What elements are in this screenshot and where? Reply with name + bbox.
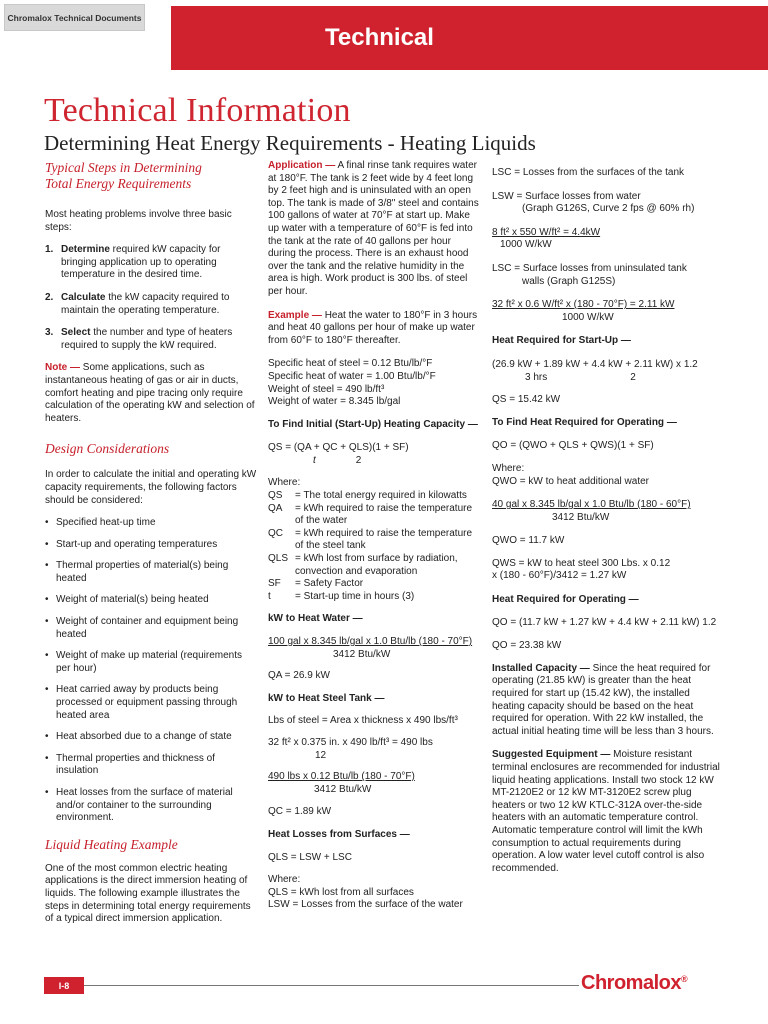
design-bullets xyxy=(45,517,257,825)
steel-fraction-2: 490 lbs x 0.12 Btu/lb (180 - 70°F) 3412 Btu/kW xyxy=(268,771,415,795)
specific-item: Specific heat of steel = 0.12 Btu/lb/°F xyxy=(268,358,433,370)
bullet-item: • Weight of make up material (requirements per hour) xyxy=(45,650,243,674)
where-label-2: Where: xyxy=(268,874,301,886)
startup-heading: Heat Required for Start-Up — xyxy=(492,335,631,347)
bullet-item: • Heat losses from the surface of material and/or container to the surrounding environment. xyxy=(45,787,233,824)
section-banner xyxy=(171,6,768,70)
step-item: 3. Select the number and type of heaters required to supply the kW required. xyxy=(45,327,233,351)
qws-calc: QWS = kW to heat steel 300 Lbs. x 0.12 x (180 - 60°F)/3412 = 1.27 kW xyxy=(492,557,671,582)
qls-equation: QLS = LSW + LSC xyxy=(268,851,352,863)
step-item: 1. Determine required kW capacity for bringing application up to operating temperature in the desired time. xyxy=(45,244,221,281)
page-number: I-8 xyxy=(44,977,84,994)
where-label: Where: xyxy=(268,477,301,489)
banner-title: Technical xyxy=(325,24,434,51)
bullet-item: • Thermal properties and thickness of insulation xyxy=(45,752,215,777)
footer-rule xyxy=(84,985,579,986)
operating-heading-2: Heat Required for Operating — xyxy=(492,594,639,606)
qs-result: QS = 15.42 kW xyxy=(492,394,561,406)
note-paragraph: Note — Some applications, such as instantaneous heating of gas or air in ducts, comfort heating and pipe tracing only require calculation of the operating kW and selection of heaters. xyxy=(45,362,255,424)
column-1 xyxy=(45,160,257,926)
lsw-definition: LSW = Losses from the surface of the water xyxy=(268,899,463,911)
bullet-item: • Start-up and operating temperatures xyxy=(45,538,218,550)
qwo-fraction: 40 gal x 8.345 lb/gal x 1.0 Btu/lb (180 - 60°F) 3412 Btu/kW xyxy=(492,499,691,523)
lsc-definition-block: LSC = Surface losses from uninsulated tank walls (Graph G125S) xyxy=(492,262,687,287)
example-text: One of the most common electric heating applications is the direct immersion heating of liquids. The following example illustrates the steps in determining total energy requirements of a typical direct immersion application. xyxy=(45,862,251,925)
specific-item: Weight of steel = 490 lb/ft³ xyxy=(268,383,385,395)
specific-item: Weight of water = 8.345 lb/gal xyxy=(268,396,401,408)
qwo-definition: QWO = kW to heat additional water xyxy=(492,475,650,487)
definition-item: QC = kWh required to raise the temperature of the steel tank xyxy=(268,527,473,552)
qo-formula: QO = (QWO + QLS + QWS)(1 + SF) xyxy=(492,440,654,452)
where-label-3: Where: xyxy=(492,462,525,474)
definition-item: SF = Safety Factor xyxy=(268,578,364,590)
intro-text: Most heating problems involve three basic steps: xyxy=(45,209,232,233)
bullet-item: • Specified heat-up time xyxy=(45,517,156,529)
installed-paragraph: Installed Capacity — Since the heat required for operating (21.85 kW) is greater than the heat required for start up (15.42 kW), the installed heating capacity should be based on the heat required for operation. With 22 kW installed, the actual initial heating time will be less than 3 hours. xyxy=(492,662,714,737)
qa-result: QA = 26.9 kW xyxy=(268,670,330,682)
bullet-item: • Heat absorbed due to a change of state xyxy=(45,731,232,743)
initial-formula: QS = (QA + QC + QLS)(1 + SF) t 2 xyxy=(268,442,409,466)
qo-calc: QO = (11.7 kW + 1.27 kW + 4.4 kW + 2.11 kW) 1.2 xyxy=(492,616,717,628)
definition-item: QLS = kWh lost from surface by radiation, convection and evaporation xyxy=(268,553,458,577)
page-title: Technical Information xyxy=(44,92,351,129)
specific-heats xyxy=(268,358,480,408)
startup-formula: (26.9 kW + 1.89 kW + 4.4 kW + 2.11 kW) x 1.2 3 hrs 2 xyxy=(492,358,698,383)
bullet-item: • Heat carried away by products being processed or equipment passing through heated area xyxy=(45,684,238,721)
lbs-steel: Lbs of steel = Area x thickness x 490 lbs/ft³ xyxy=(268,715,458,727)
example-paragraph: Example — Heat the water to 180°F in 3 hours and heat 40 gallons per hour of make up water from 60°F to 180°F thereafter. xyxy=(268,309,478,346)
definition-item: QS = The total energy required in kilowatts xyxy=(268,490,467,502)
kw-water-heading: kW to Heat Water — xyxy=(268,613,363,625)
document-tag: Chromalox Technical Documents xyxy=(4,4,145,31)
kw-steel-heading: kW to Heat Steel Tank — xyxy=(268,692,385,704)
qwo-result: QWO = 11.7 kW xyxy=(492,535,565,547)
application-paragraph: Application — A final rinse tank requires water at 180°F. The tank is 2 feet wide by 4 feet long by 2 feet high and is uninsulated with an open top. The tank is made of 3/8" steel and contains 100 gallons of water at 70°F at start up. Make up water with a temperature of 60°F is fed into the tank at the rate of 40 gallons per hour during the process. There is an exhaust hood over the tank and the relative humidity in the area is high. Work product is 300 lbs. of steel per hour. xyxy=(268,160,479,297)
definition-list xyxy=(268,490,480,603)
bullet-item: • Thermal properties of material(s) being heated xyxy=(45,560,229,584)
lsw-definition-block: LSW = Surface losses from water (Graph G126S, Curve 2 fps @ 60% rh) xyxy=(492,190,695,215)
qc-result: QC = 1.89 kW xyxy=(268,806,332,818)
lsc-definition: LSC = Losses from the surfaces of the tank xyxy=(492,167,685,178)
specific-item: Specific heat of water = 1.00 Btu/lb/°F xyxy=(268,370,436,382)
definition-item: QA = kWh required to raise the temperature of the water xyxy=(268,502,473,527)
steps-list xyxy=(45,244,257,352)
bullet-item: • Weight of material(s) being heated xyxy=(45,594,209,606)
find-initial-heading: To Find Initial (Start-Up) Heating Capacity — xyxy=(268,418,478,430)
definition-item: t = Start-up time in hours (3) xyxy=(268,590,415,602)
qo-result: QO = 23.38 kW xyxy=(492,640,562,652)
bullet-item: • Weight of container and equipment being heated xyxy=(45,616,239,640)
page-subtitle: Determining Heat Energy Requirements - Heating Liquids xyxy=(44,131,536,155)
typical-steps-heading: Typical Steps in Determining Total Energy Requirements xyxy=(45,160,202,191)
qls-definition: QLS = kWh lost from all surfaces xyxy=(268,886,414,898)
operating-heading: To Find Heat Required for Operating — xyxy=(492,416,677,428)
steel-fraction-1: 32 ft² x 0.375 in. x 490 lb/ft³ = 490 lbs 12 xyxy=(268,736,433,761)
lsw-fraction: 8 ft² x 550 W/ft² = 4.4kW 1000 W/kW xyxy=(492,226,601,251)
design-intro: In order to calculate the initial and operating kW capacity requirements, the following factors should be considered: xyxy=(45,469,257,506)
column-2 xyxy=(268,160,480,912)
lsc-fraction: 32 ft² x 0.6 W/ft² x (180 - 70°F) = 2.11 kW 1000 W/kW xyxy=(492,299,675,323)
step-item: 2. Calculate the kW capacity required to maintain the operating temperature. xyxy=(45,291,230,316)
water-fraction: 100 gal x 8.345 lb/gal x 1.0 Btu/lb (180 - 70°F) 3412 Btu/kW xyxy=(268,636,473,660)
example-heading: Liquid Heating Example xyxy=(45,836,178,852)
suggested-paragraph: Suggested Equipment — Moisture resistant terminal enclosures are recommended for industrial liquid heating applications. Install two stock 12 kW MT-2120E2 or 12 kW MT-3120E2 screw plug heaters or two 12 kW KTLC-312A over-the-side heaters with an automatic temperature control. Automatic temperature control will limit the kWh consumption to actual requirements during operation. A low water level cutoff control is also recommended. xyxy=(492,749,720,874)
losses-heading: Heat Losses from Surfaces — xyxy=(268,828,410,840)
chromalox-logo: Chromalox® xyxy=(581,972,688,994)
column-3 xyxy=(492,167,722,875)
design-heading: Design Considerations xyxy=(45,441,170,457)
